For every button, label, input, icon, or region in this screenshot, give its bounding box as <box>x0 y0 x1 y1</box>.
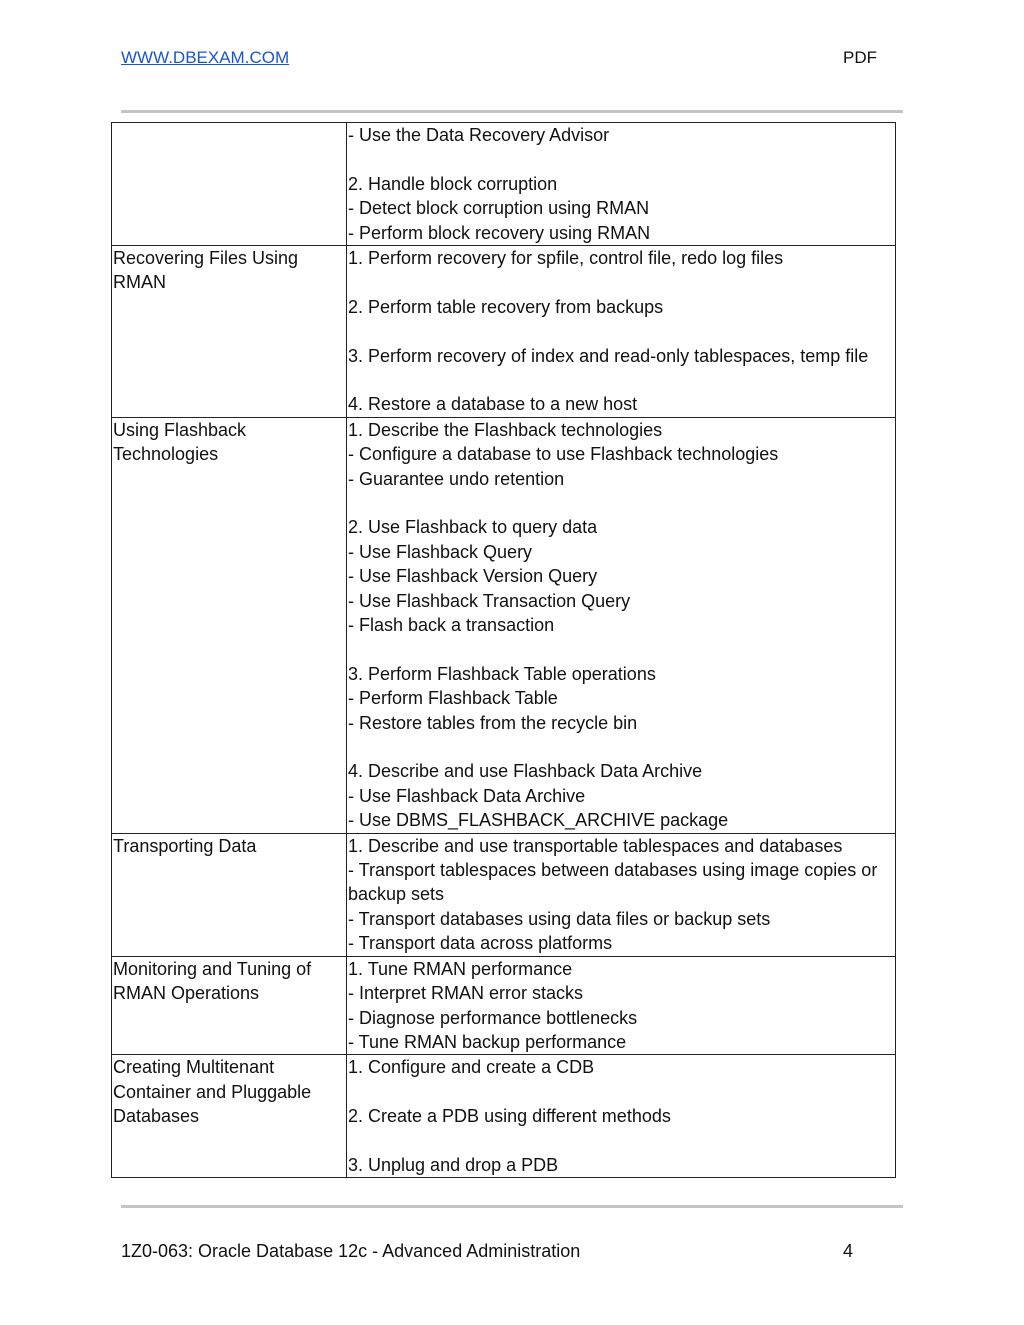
topic-line: RMAN Operations <box>113 983 260 1004</box>
detail-line: - Configure a database to use Flashback technologies <box>348 444 779 465</box>
detail-line: - Use Flashback Transaction Query <box>348 590 631 611</box>
detail-line: - Perform Flashback Table <box>348 688 558 709</box>
spacer-line <box>348 147 893 171</box>
spacer-line <box>348 319 893 343</box>
detail-line: - Transport databases using data files or backup sets <box>348 908 771 929</box>
topic-line: Monitoring and Tuning of <box>113 958 312 979</box>
details-cell <box>347 1055 896 1178</box>
topic-cell <box>112 123 347 246</box>
detail-line: - Use the Data Recovery Advisor <box>348 125 610 145</box>
footer-divider <box>121 1205 903 1208</box>
detail-line: 3. Perform Flashback Table operations <box>348 663 656 684</box>
topic-line: Recovering Files Using <box>113 248 299 269</box>
detail-line: - Restore tables from the recycle bin <box>348 712 638 733</box>
detail-line: - Transport tablespaces between databases using image copies or backup sets <box>348 860 878 905</box>
topic-line: Using Flashback <box>113 419 247 440</box>
topic-line: Databases <box>113 1106 200 1127</box>
detail-line: - Use DBMS_FLASHBACK_ARCHIVE package <box>348 810 729 831</box>
detail-line: 2. Use Flashback to query data <box>348 517 598 538</box>
table-row <box>112 1055 896 1178</box>
detail-line: 2. Handle block corruption <box>348 173 558 194</box>
page-number: 4 <box>843 1241 854 1261</box>
table-row <box>112 417 896 833</box>
spacer-line <box>348 637 893 661</box>
topic-cell <box>112 956 347 1055</box>
table-row <box>112 123 896 246</box>
detail-line: 4. Restore a database to a new host <box>348 394 638 415</box>
detail-line: - Interpret RMAN error stacks <box>348 983 584 1004</box>
spacer-line <box>348 735 893 759</box>
detail-line: - Guarantee undo retention <box>348 468 565 489</box>
topic-line: Creating Multitenant <box>113 1057 275 1078</box>
detail-line: - Diagnose performance bottlenecks <box>348 1007 638 1028</box>
details-cell <box>347 833 896 956</box>
format-label: PDF <box>843 48 877 67</box>
topic-cell <box>112 833 347 956</box>
details-cell <box>347 123 896 246</box>
topic-line: Container and Pluggable <box>113 1081 312 1102</box>
spacer-line <box>348 491 893 515</box>
detail-line: 3. Unplug and drop a PDB <box>348 1154 559 1175</box>
detail-line: - Use Flashback Data Archive <box>348 785 586 806</box>
site-link[interactable]: WWW.DBEXAM.COM <box>121 48 290 67</box>
detail-line: 4. Describe and use Flashback Data Archive <box>348 761 703 782</box>
detail-line: - Use Flashback Version Query <box>348 566 598 587</box>
topic-line: Technologies <box>113 444 219 465</box>
detail-line: 2. Perform table recovery from backups <box>348 296 664 317</box>
spacer-line <box>348 270 893 294</box>
details-cell <box>347 417 896 833</box>
table-row <box>112 956 896 1055</box>
detail-line: 2. Create a PDB using different methods <box>348 1106 671 1127</box>
syllabus-table <box>111 122 896 1178</box>
topic-cell <box>112 417 347 833</box>
spacer-line <box>348 1080 893 1104</box>
detail-line: - Use Flashback Query <box>348 541 533 562</box>
table-row <box>112 833 896 956</box>
spacer-line <box>348 1129 893 1153</box>
topic-cell <box>112 246 347 418</box>
table-row <box>112 246 896 418</box>
topic-line: Transporting Data <box>113 835 257 856</box>
detail-line: 1. Perform recovery for spfile, control file, redo log files <box>348 248 784 269</box>
details-cell <box>347 956 896 1055</box>
detail-line: 1. Describe and use transportable tablespaces and databases <box>348 835 843 856</box>
detail-line: 3. Perform recovery of index and read-only tablespaces, temp file <box>348 345 869 366</box>
header-divider <box>121 110 903 113</box>
detail-line: - Tune RMAN backup performance <box>348 1031 627 1052</box>
detail-line: - Perform block recovery using RMAN <box>348 222 651 243</box>
detail-line: - Flash back a transaction <box>348 615 555 636</box>
footer-title: 1Z0-063: Oracle Database 12c - Advanced Administration <box>121 1241 581 1261</box>
details-cell <box>347 246 896 418</box>
detail-line: - Detect block corruption using RMAN <box>348 198 650 219</box>
detail-line: 1. Configure and create a CDB <box>348 1057 595 1078</box>
spacer-line <box>348 368 893 392</box>
topic-line: RMAN <box>113 272 166 293</box>
detail-line: - Transport data across platforms <box>348 933 613 954</box>
topic-cell <box>112 1055 347 1178</box>
detail-line: 1. Describe the Flashback technologies <box>348 419 663 440</box>
detail-line: 1. Tune RMAN performance <box>348 958 573 979</box>
